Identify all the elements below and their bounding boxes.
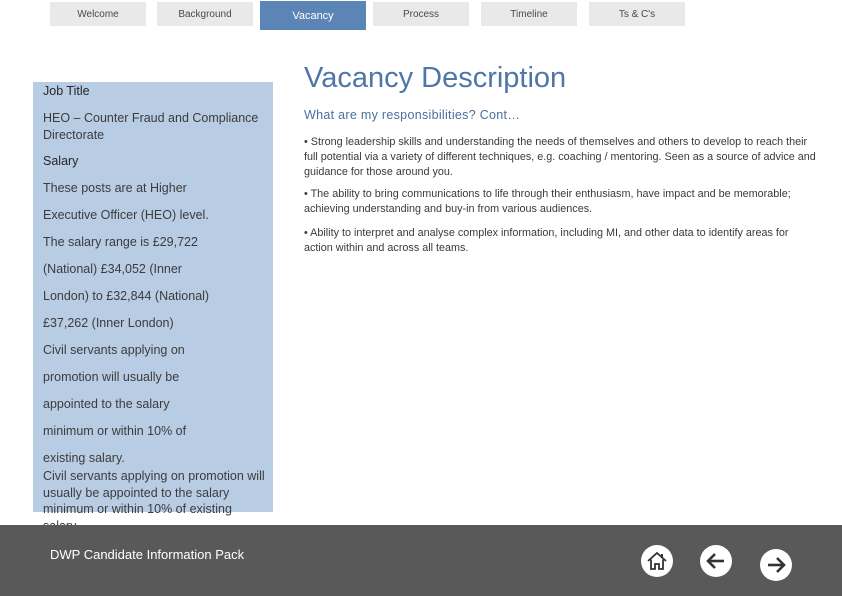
job-info-panel	[33, 82, 273, 516]
page-title: Vacancy Description	[304, 62, 567, 94]
tab-background[interactable]: Background	[157, 2, 253, 26]
forward-arrow-icon	[763, 552, 789, 578]
forward-button[interactable]	[760, 549, 792, 581]
responsibility-item: • The ability to bring communications to life through their enthusiasm, have impact and be memorable; achieving understanding and buy-in from various audiences.	[304, 188, 791, 215]
salary-line: appointed to the salary	[43, 397, 170, 411]
salary-line: London) to £32,844 (National)	[43, 289, 210, 303]
salary-line: Executive Officer (HEO) level.	[43, 208, 209, 222]
salary-line: minimum or within 10% of	[43, 424, 187, 438]
home-icon	[645, 549, 669, 573]
section-subheading: What are my responsibilities? Cont…	[304, 108, 521, 122]
tab-bar	[0, 0, 842, 31]
job-title-value: HEO – Counter Fraud and Compliance Directorate	[43, 111, 259, 142]
tab-timeline[interactable]: Timeline	[481, 2, 577, 26]
job-title-label: Job Title	[43, 84, 90, 98]
footer-bar	[0, 525, 842, 596]
salary-repeat-text: Civil servants applying on promotion will usually be appointed to the salary minimum or within 10% of existing	[43, 469, 265, 516]
salary-line: The salary range is £29,722	[43, 235, 198, 249]
responsibility-item: • Strong leadership skills and understanding the needs of themselves and others to develop to reach their full potential via a variety of different techniques, e.g. coaching / mentoring. Seen as a source of advice and guidance for those around you.	[304, 136, 816, 178]
footer-title: DWP Candidate Information Pack	[50, 547, 245, 562]
salary-line: promotion will usually be	[43, 370, 180, 384]
tab-vacancy[interactable]: Vacancy	[260, 1, 366, 30]
salary-label: Salary	[43, 154, 79, 168]
salary-line: £37,262 (Inner London)	[43, 316, 174, 330]
tab-process[interactable]: Process	[373, 2, 469, 26]
responsibility-item: • Ability to interpret and analyse complex information, including MI, and other data to identify areas for action within and across all teams.	[304, 227, 789, 254]
tab-ts-and-cs[interactable]: Ts & C's	[589, 2, 685, 26]
back-button[interactable]	[700, 545, 732, 577]
back-arrow-icon	[703, 548, 729, 574]
salary-line: Civil servants applying on	[43, 343, 185, 357]
salary-line: existing salary.	[43, 451, 125, 465]
salary-line: (National) £34,052 (Inner	[43, 262, 182, 276]
home-button[interactable]	[641, 545, 673, 577]
tab-welcome[interactable]: Welcome	[50, 2, 146, 26]
salary-line: These posts are at Higher	[43, 181, 187, 195]
